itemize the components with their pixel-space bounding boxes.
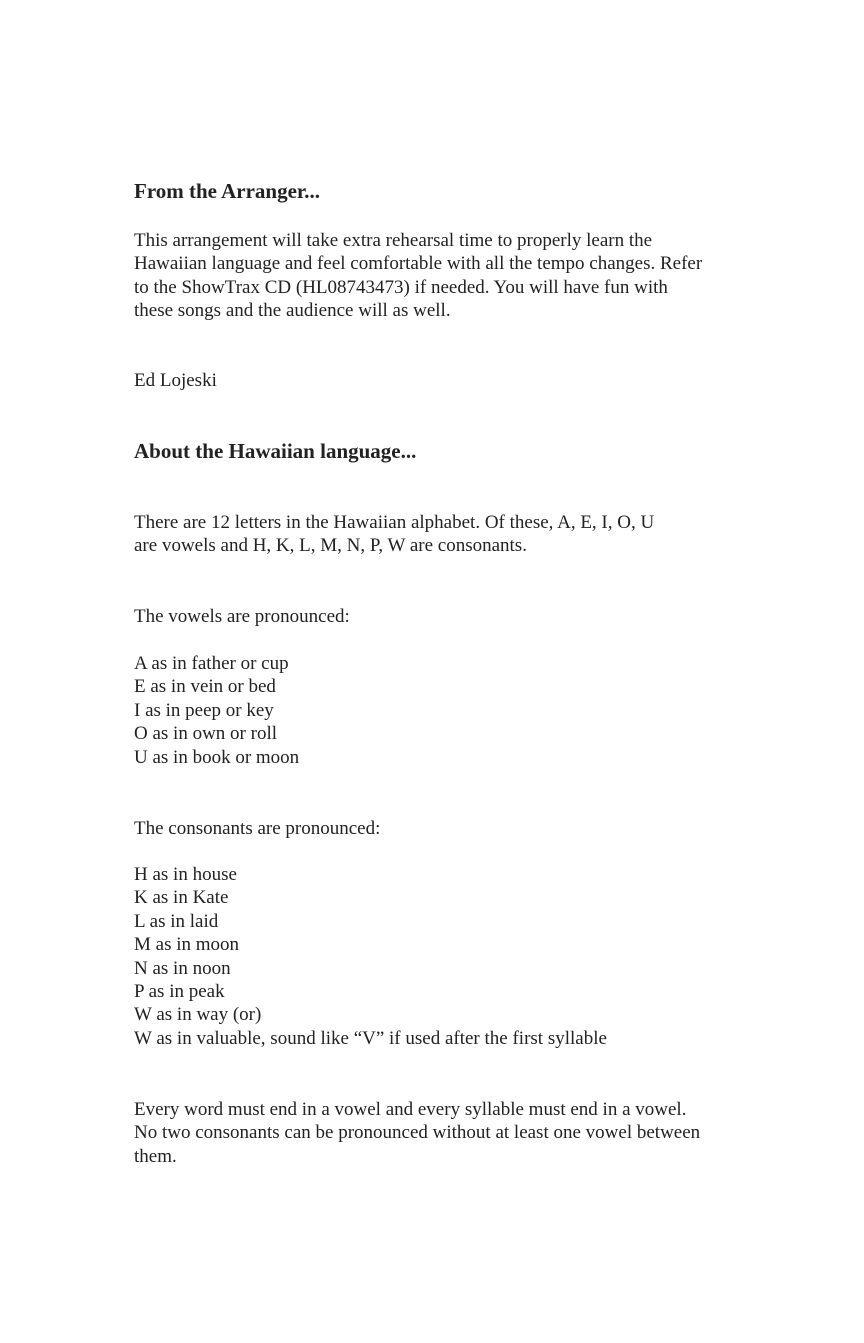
consonant-item: W as in valuable, sound like “V” if used after the first syllable xyxy=(134,1027,607,1049)
arranger-paragraph-line: This arrangement will take extra rehearsal time to properly learn the xyxy=(134,230,653,251)
arranger-signature: Ed Lojeski xyxy=(134,370,217,391)
rule-paragraph-line: Every word must end in a vowel and every syllable must end in a vowel. xyxy=(134,1099,687,1120)
consonant-item: H as in house xyxy=(134,864,237,885)
vowels-list xyxy=(134,652,299,769)
rule-paragraph-line: No two consonants can be pronounced without at least one vowel between xyxy=(134,1122,701,1144)
vowel-item: E as in vein or bed xyxy=(134,676,276,698)
rule-paragraph-line: them. xyxy=(134,1145,177,1167)
arranger-heading: From the Arranger... xyxy=(134,179,321,203)
vowel-item: U as in book or moon xyxy=(134,746,300,768)
consonant-item: K as in Kate xyxy=(134,887,229,909)
consonant-item: N as in noon xyxy=(134,957,231,979)
arranger-paragraph-line: to the ShowTrax CD (HL08743473) if needed. You will have fun with xyxy=(134,276,668,298)
consonants-list xyxy=(134,863,607,1050)
alphabet-paragraph xyxy=(134,511,654,558)
alphabet-paragraph-line: are vowels and H, K, L, M, N, P, W are consonants. xyxy=(134,535,527,557)
arranger-paragraph-line: these songs and the audience will as well. xyxy=(134,300,451,322)
vowel-item: O as in own or roll xyxy=(134,723,278,745)
arranger-paragraph xyxy=(134,229,702,323)
alphabet-paragraph-line: There are 12 letters in the Hawaiian alphabet. Of these, A, E, I, O, U xyxy=(134,512,655,533)
rule-paragraph xyxy=(134,1098,700,1168)
consonants-intro: The consonants are pronounced: xyxy=(134,818,381,839)
vowels-intro: The vowels are pronounced: xyxy=(134,606,350,627)
consonant-item: M as in moon xyxy=(134,934,240,956)
vowel-item: A as in father or cup xyxy=(134,653,289,674)
language-heading: About the Hawaiian language... xyxy=(134,439,417,463)
arranger-paragraph-line: Hawaiian language and feel comfortable with all the tempo changes. Refer xyxy=(134,253,703,275)
consonant-item: P as in peak xyxy=(134,981,225,1003)
vowel-item: I as in peep or key xyxy=(134,699,274,721)
consonant-item: W as in way (or) xyxy=(134,1004,262,1026)
consonant-item: L as in laid xyxy=(134,910,219,932)
